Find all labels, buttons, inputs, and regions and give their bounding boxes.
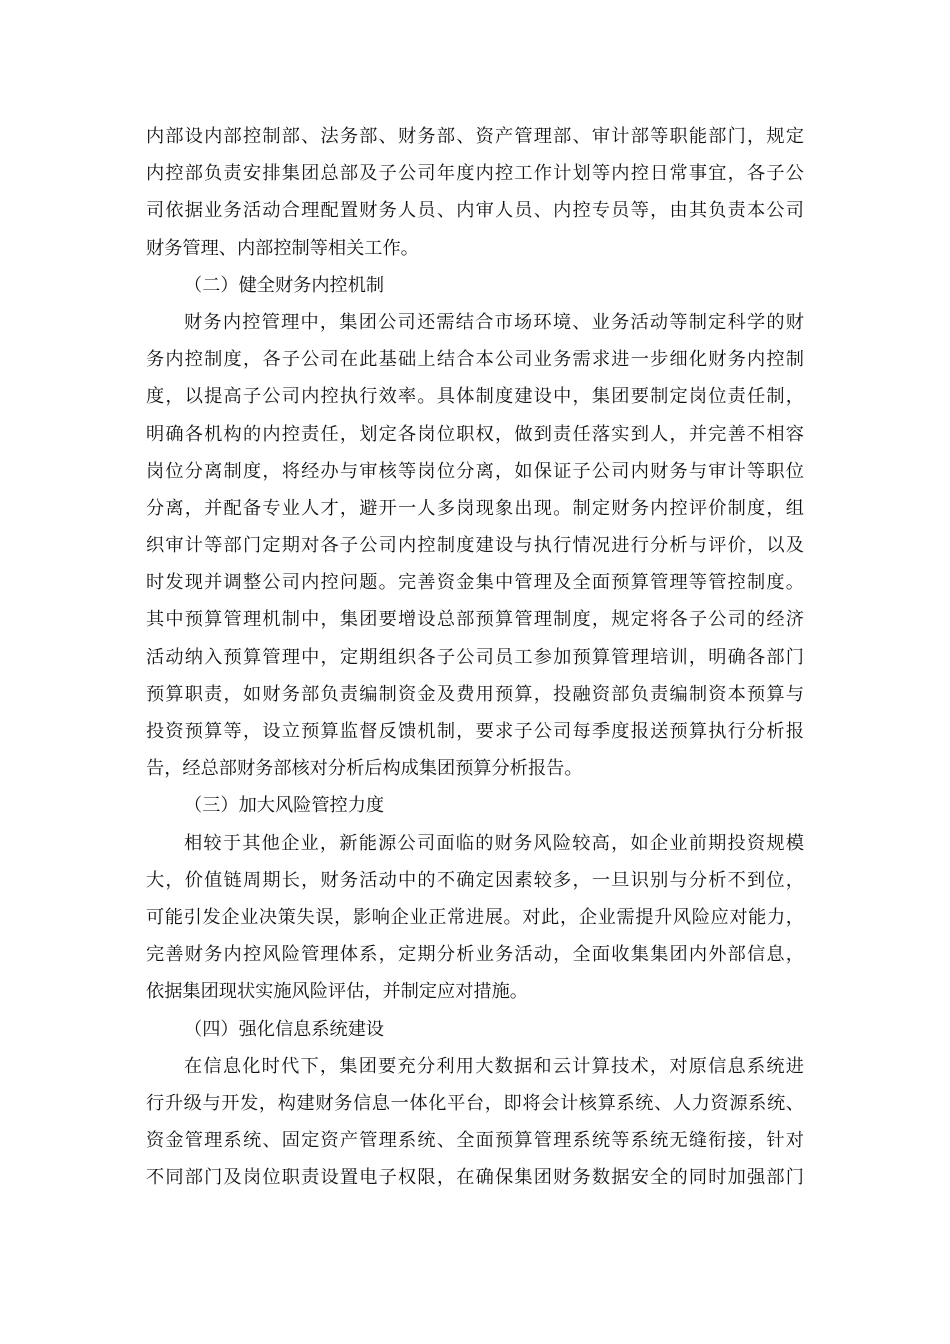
section-heading-4: （四）强化信息系统建设 [184, 1018, 385, 1040]
text-line: 预算职责，如财务部负责编制资金及费用预算，投融资部负责编制资本预算与 [146, 683, 804, 705]
paragraph-risk-control [146, 825, 804, 1011]
text-line: 依据集团现状实施风险评估，并制定应对措施。 [146, 981, 528, 1003]
text-line: 在信息化时代下，集团要充分利用大数据和云计算技术，对原信息系统进 [184, 1055, 804, 1077]
text-line: 投资预算等，设立预算监督反馈机制，要求子公司每季度报送预算执行分析报 [146, 721, 804, 742]
text-line: 活动纳入预算管理中，定期组织各子公司员工参加预算管理培训，明确各部门 [146, 646, 804, 668]
text-line: 岗位分离制度，将经办与审核等岗位分离，如保证子公司内财务与审计等职位 [146, 460, 804, 482]
text-line: 财务管理、内部控制等相关工作。 [146, 237, 419, 259]
document-page [146, 118, 804, 1196]
text-line: 内控部负责安排集团总部及子公司年度内控工作计划等内控日常事宜，各子公 [146, 163, 804, 185]
text-line: 织审计等部门定期对各子公司内控制度建设与执行情况进行分析与评价，以及 [146, 535, 804, 557]
text-line: 资金管理系统、固定资产管理系统、全面预算管理系统等系统无缝衔接，针对 [146, 1130, 804, 1152]
text-line: 内部设内部控制部、法务部、财务部、资产管理部、审计部等职能部门，规定 [146, 126, 804, 147]
text-line: 明确各机构的内控责任，划定各岗位职权，做到责任落实到人，并完善不相容 [146, 423, 804, 445]
text-line: 财务内控管理中，集团公司还需结合市场环境、业务活动等制定科学的财 [184, 311, 804, 333]
text-line: 完善财务内控风险管理体系，定期分析业务活动，全面收集集团内外部信息， [146, 944, 804, 966]
section-heading-2: （二）健全财务内控机制 [184, 274, 385, 296]
paragraph-org-structure [146, 118, 804, 267]
text-line: 行升级与开发，构建财务信息一体化平台，即将会计核算系统、人力资源系统、 [146, 1092, 804, 1114]
section-heading-3: （三）加大风险管控力度 [184, 795, 385, 817]
text-line: 司依据业务活动合理配置财务人员、内审人员、内控专员等，由其负责本公司 [146, 200, 804, 222]
text-line: 时发现并调整公司内控问题。完善资金集中管理及全面预算管理等管控制度。 [146, 572, 804, 594]
paragraph-info-system [146, 1048, 804, 1197]
text-line: 可能引发企业决策失误，影响企业正常进展。对此，企业需提升风险应对能力， [146, 906, 804, 928]
text-line: 度，以提高子公司内控执行效率。具体制度建设中，集团要制定岗位责任制， [146, 386, 804, 408]
text-line: 其中预算管理机制中，集团要增设总部预算管理制度，规定将各子公司的经济 [146, 609, 804, 631]
text-line: 分离，并配备专业人才，避开一人多岗现象出现。制定财务内控评价制度，组 [146, 497, 804, 519]
text-line: 告，经总部财务部核对分析后构成集团预算分析报告。 [146, 758, 583, 780]
text-line: 务内控制度，各子公司在此基础上结合本公司业务需求进一步细化财务内控制 [146, 349, 804, 371]
paragraph-internal-control [146, 304, 804, 787]
text-line: 相较于其他企业，新能源公司面临的财务风险较高，如企业前期投资规模 [184, 832, 804, 854]
text-line: 大，价值链周期长，财务活动中的不确定因素较多，一旦识别与分析不到位， [146, 869, 804, 891]
text-line: 不同部门及岗位职责设置电子权限，在确保集团财务数据安全的同时加强部门 [146, 1167, 804, 1189]
